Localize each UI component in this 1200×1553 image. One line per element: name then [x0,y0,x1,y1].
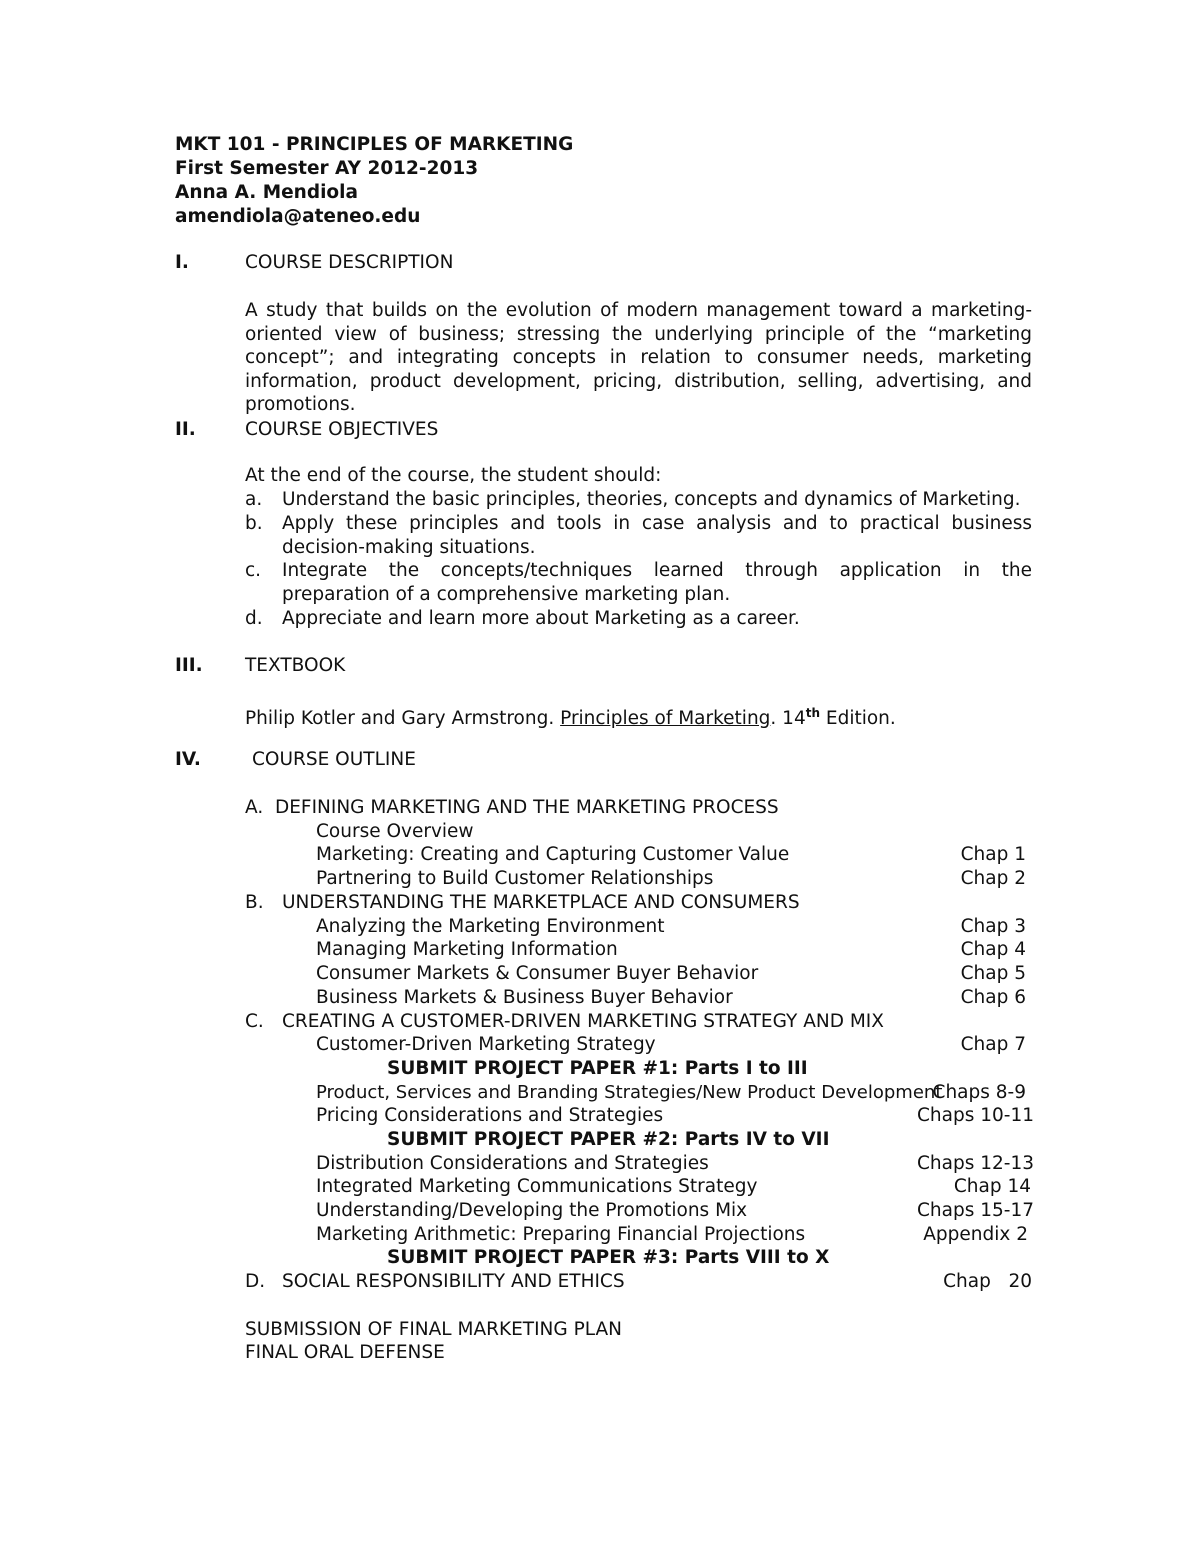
outline-part-letter: C. [245,1011,264,1032]
outline-chapter: Chap 7 [960,1034,1026,1055]
outline-chapter: Chaps 12-13 [917,1153,1034,1174]
textbook-citation [245,701,896,731]
semester: First Semester AY 2012-2013 [175,158,479,179]
section-title-textbook: TEXTBOOK [245,655,346,676]
outline-topic: Analyzing the Marketing Environment [316,916,665,937]
outline-chapter: Chap 5 [960,963,1026,984]
outline-part-title: UNDERSTANDING THE MARKETPLACE AND CONSUMERS [282,892,800,913]
submission-notice: SUBMIT PROJECT PAPER #2: Parts IV to VII [387,1129,830,1150]
outline-topic: Consumer Markets & Consumer Buyer Behavior [316,963,759,984]
course-title: MKT 101 - PRINCIPLES OF MARKETING [175,134,574,155]
instructor-email: amendiola@ateneo.edu [175,206,421,227]
outline-chapter: Chap 2 [960,868,1026,889]
outline-topic: Integrated Marketing Communications Strategy [316,1176,758,1197]
outline-chapter: Chaps 15-17 [917,1200,1034,1221]
section-number: IV. [175,749,201,770]
outline-topic: Course Overview [316,821,474,842]
course-description-text: A study that builds on the evolution of modern management toward a marketing-oriented view of business; stressing the underlying principle of the “marketing concept”; and integrating concepts in relation to consumer needs, marketing information, product development, pricing, distribution, selling, advertising, and promotions. [245,300,1032,415]
outline-topic: Distribution Considerations and Strategies [316,1153,709,1174]
outline-part-letter: A. [245,797,264,818]
outline-topic: Partnering to Build Customer Relationships [316,868,714,889]
outline-topic: Understanding/Developing the Promotions Mix [316,1200,748,1221]
section-title-description: COURSE DESCRIPTION [245,252,454,273]
outline-topic: Marketing Arithmetic: Preparing Financial Projections [316,1224,806,1245]
objectives-intro: At the end of the course, the student should: [245,465,662,486]
textbook-edition-label: Edition. [820,708,896,730]
outline-chapter: Chap 1 [960,844,1026,865]
outline-topic: Marketing: Creating and Capturing Customer Value [316,844,790,865]
section-number: II. [175,419,196,440]
final-item: SUBMISSION OF FINAL MARKETING PLAN [245,1319,622,1340]
course-header [175,133,573,229]
outline-chapter: Chap 3 [960,916,1026,937]
outline-part-title: SOCIAL RESPONSIBILITY AND ETHICS [282,1271,625,1292]
objective-letter: b. [245,513,263,534]
objective-text: Integrate the concepts/techniques learned through application in the preparation of a comprehensive marketing plan. [282,560,1032,605]
objective-letter: d. [245,608,263,629]
outline-part-title: DEFINING MARKETING AND THE MARKETING PROCESS [275,797,779,818]
outline-chapter: Chap 4 [960,939,1026,960]
section-title-objectives: COURSE OBJECTIVES [245,419,439,440]
outline-chapter: Chap 6 [960,987,1026,1008]
textbook-edition-suffix: th [805,706,821,720]
final-item: FINAL ORAL DEFENSE [245,1342,445,1363]
outline-part-letter: D. [245,1271,266,1292]
outline-chapter: Chaps 10-11 [917,1105,1034,1126]
outline-topic: Business Markets & Business Buyer Behavior [316,987,733,1008]
outline-chapter: Chaps 8-9 [932,1082,1026,1103]
outline-part-letter: B. [245,892,264,913]
outline-topic: Managing Marketing Information [316,939,618,960]
outline-chapter: Chap 20 [943,1271,1032,1292]
outline-topic: Pricing Considerations and Strategies [316,1105,664,1126]
objective-letter: a. [245,489,263,510]
outline-chapter: Appendix 2 [923,1224,1028,1245]
outline-topic: Customer-Driven Marketing Strategy [316,1034,656,1055]
objective-letter: c. [245,560,262,581]
section-title-outline: COURSE OUTLINE [252,749,416,770]
section-number: III. [175,655,203,676]
objective-text: Appreciate and learn more about Marketing as a career. [282,608,800,629]
textbook-edition: . 14 [770,708,806,730]
textbook-title: Principles of Marketing [560,708,771,730]
outline-topic: Product, Services and Branding Strategies/New Product Development [316,1082,943,1103]
outline-part-title: CREATING A CUSTOMER-DRIVEN MARKETING STRATEGY AND MIX [282,1011,884,1032]
submission-notice: SUBMIT PROJECT PAPER #1: Parts I to III [387,1058,808,1079]
outline-chapter: Chap 14 [953,1176,1031,1197]
objective-text: Understand the basic principles, theories, concepts and dynamics of Marketing. [282,489,1021,510]
instructor-name: Anna A. Mendiola [175,182,358,203]
objective-text: Apply these principles and tools in case analysis and to practical business decision-making situations. [282,513,1032,558]
submission-notice: SUBMIT PROJECT PAPER #3: Parts VIII to X [387,1247,830,1268]
section-number: I. [175,252,189,273]
textbook-authors: Philip Kotler and Gary Armstrong. [245,708,561,730]
